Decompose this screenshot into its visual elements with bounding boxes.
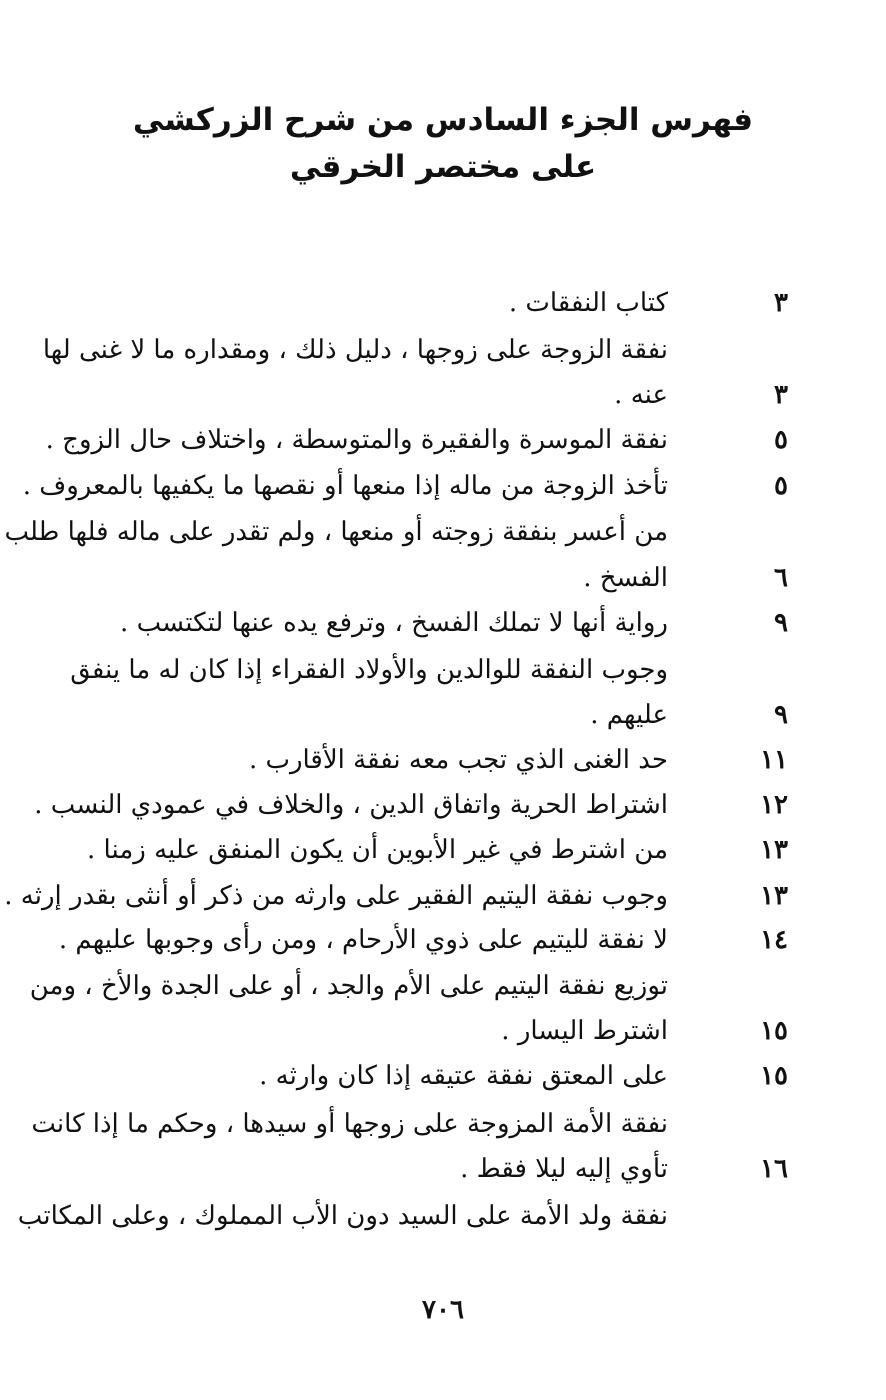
entry-text: على المعتق نفقة عتيقه إذا كان وارثه .: [259, 1061, 668, 1091]
entry-text: كتاب النفقات .: [508, 288, 668, 318]
entry-page: ١٢: [760, 790, 788, 820]
entry-page: ١٥: [760, 1016, 788, 1046]
index-subtitle: على مختصر الخرقي: [289, 149, 597, 185]
entry-page: ٩: [774, 608, 788, 638]
entry-text: تأخذ الزوجة من ماله إذا منعها أو نقصها ما يكفيها بالمعروف .: [22, 471, 668, 501]
entry-text: الفسخ .: [583, 563, 668, 593]
entry-page: ١٣: [760, 881, 788, 911]
entry-page: ١٤: [760, 925, 788, 955]
entry-text: اشتراط الحرية واتفاق الدين ، والخلاف في عمودي النسب .: [34, 790, 668, 820]
entry-page: ٥: [774, 471, 788, 501]
entry-page: [718, 512, 788, 552]
entry-page: ١١: [760, 745, 788, 775]
entry-page: [718, 330, 788, 370]
entry-page: ٦: [774, 563, 788, 593]
entry-text: وجوب النفقة للوالدين والأولاد الفقراء إذا كان له ما ينفق: [70, 655, 668, 685]
entry-text: لا نفقة لليتيم على ذوي الأرحام ، ومن رأى وجوبها عليهم .: [58, 925, 668, 955]
entry-text: نفقة الزوجة على زوجها ، دليل ذلك ، ومقداره ما لا غنى لها: [42, 335, 668, 365]
entry-text: نفقة الموسرة والفقيرة والمتوسطة ، واختلاف حال الزوج .: [45, 425, 668, 455]
entry-text: نفقة ولد الأمة على السيد دون الأب المملوك ، وعلى المكاتب: [17, 1201, 668, 1231]
entry-page: ٥: [774, 425, 788, 455]
entry-page: [718, 966, 788, 1006]
entry-text: حد الغنى الذي تجب معه نفقة الأقارب .: [248, 745, 668, 775]
entry-text: عليهم .: [590, 700, 668, 730]
entry-text: نفقة الأمة المزوجة على زوجها أو سيدها ، وحكم ما إذا كانت: [31, 1109, 668, 1139]
entry-page: [718, 650, 788, 690]
entry-text: من اشترط في غير الأبوين أن يكون المنفق عليه زمنا .: [87, 835, 668, 865]
entry-text: رواية أنها لا تملك الفسخ ، وترفع يده عنها لتكتسب .: [120, 608, 668, 638]
entry-text: اشترط اليسار .: [501, 1016, 668, 1046]
entry-page: ٣: [774, 288, 788, 318]
entry-page: [718, 1104, 788, 1144]
entry-page: ١٣: [760, 835, 788, 865]
entry-text: توزيع نفقة اليتيم على الأم والجد ، أو على الجدة والأخ ، ومن: [29, 971, 668, 1001]
entry-page: ١٦: [760, 1154, 788, 1184]
index-title: فهرس الجزء السادس من شرح الزركشي: [132, 102, 754, 138]
entry-text: من أعسر بنفقة زوجته أو منعها ، ولم تقدر على ماله فلها طلب: [4, 517, 668, 547]
entry-page: [718, 1196, 788, 1236]
entry-page: ٩: [774, 700, 788, 730]
entry-text: تأوي إليه ليلا فقط .: [460, 1154, 668, 1184]
entry-page: ١٥: [760, 1061, 788, 1091]
entry-page: ٣: [774, 380, 788, 410]
entry-text: عنه .: [614, 380, 668, 410]
entry-text: وجوب نفقة اليتيم الفقير على وارثه من ذكر أو أنثى بقدر إرثه .: [4, 881, 668, 911]
page-number: ٧٠٦: [422, 1295, 464, 1325]
